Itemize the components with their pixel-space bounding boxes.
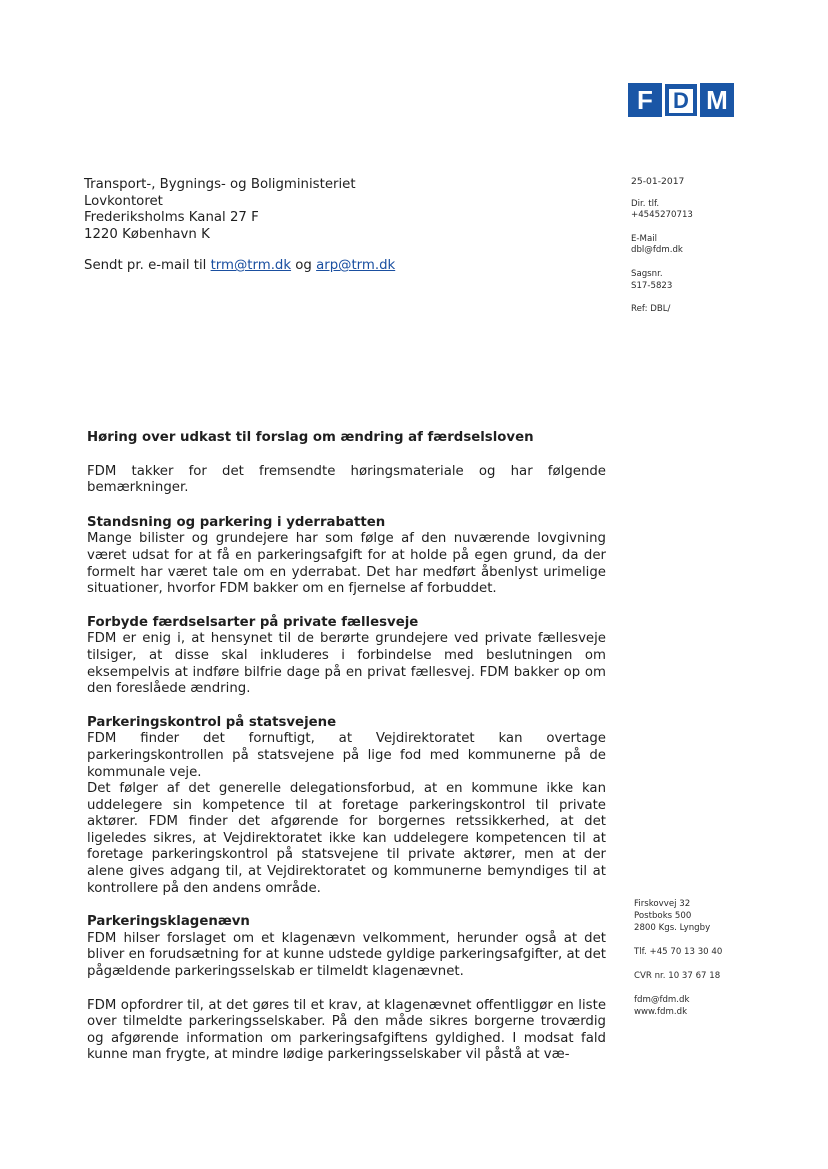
recipient-line: Frederiksholms Kanal 27 F <box>84 210 259 226</box>
sender-email <box>631 234 693 257</box>
section-paragraph: Mange bilister og grundejere har som følge af den nuværende lovgivning været udsat for at få en parkeringsafgift for at holde på egen grund, da der formelt har været tale om en yderrabat. Det har medført åbenlyst urimelige situationer, hvorfor FDM bakker om en fjernelse af forbuddet. <box>87 531 606 597</box>
section-paragraph: FDM finder det fornuftigt, at Vejdirektoratet kan overtage parkeringskontrollen på statsvejene på lige fod med kommunerne på de kommunale veje. <box>87 731 606 780</box>
section-heading: Parkeringsklagenævn <box>87 914 250 930</box>
letter-meta <box>631 176 693 316</box>
logo-letter-f: F <box>628 83 662 117</box>
section-parkeringskontrol <box>87 715 606 898</box>
logo-letter-d: D <box>669 89 693 113</box>
sender-phone: Tlf. +45 70 13 30 40 <box>634 947 723 957</box>
address-box: Postboks 500 <box>634 911 692 921</box>
letter-title: Høring over udkast til forslag om ændring af færdselsloven <box>87 430 534 445</box>
logo-letter-d-tile <box>665 84 697 116</box>
address-street: Firskovvej 32 <box>634 899 691 909</box>
section-faellesveje <box>87 615 606 698</box>
letter-date: 25-01-2017 <box>631 176 685 187</box>
section-paragraph: FDM opfordrer til, at det gøres til et krav, at klagenævnet offentliggør en liste over tilmeldte parkeringsselskaber. På den måde sikres borgerne troværdig og afgørende information om parkeringsafgiftens gyldighed. I modsat fald kunne man frygte, at mindre lødige parkeringsselskaber vil påstå at væ- <box>87 997 606 1063</box>
recipient-address <box>84 177 356 243</box>
sender-web <box>634 994 722 1018</box>
intro-paragraph: FDM takker for det fremsendte høringsmateriale og har følgende bemærkninger. <box>87 463 606 496</box>
case-number-label: Sagsnr. <box>631 268 663 279</box>
sender-email-label: E-Mail <box>631 233 657 244</box>
section-klagenaevn <box>87 914 606 1064</box>
section-heading: Standsning og parkering i yderrabatten <box>87 514 386 530</box>
case-number-value: S17-5823 <box>631 280 673 291</box>
recipient-line: 1220 København K <box>84 226 210 242</box>
sender-footer-email: fdm@fdm.dk <box>634 995 690 1005</box>
letter-body <box>87 430 606 1064</box>
sender-cvr: CVR nr. 10 37 67 18 <box>634 971 721 981</box>
section-paragraph: Det følger af det generelle delegationsforbud, at en kommune ikke kan uddelegere sin kompetence til at foretage parkeringskontrol til private aktører. FDM finder det afgørende for borgernes retssikkerhed, at det ligeledes sikres, at Vejdirektoratet ikke kan uddelegere kompetencen til at foretage parkeringskontrol på statsvejene til private aktører, men at der alene gives adgang til, at Vejdirektoratet og kommunerne bemyndiges til at kontrollere på den andens område. <box>87 781 606 896</box>
logo-letter-m: M <box>700 83 734 117</box>
sender-email-value: dbl@fdm.dk <box>631 245 683 256</box>
section-heading: Parkeringskontrol på statsvejene <box>87 714 337 730</box>
email-link-arp[interactable]: arp@trm.dk <box>316 258 396 273</box>
recipient-line: Lovkontoret <box>84 193 163 209</box>
section-yderrabat <box>87 515 606 598</box>
case-number <box>631 269 693 292</box>
section-paragraph: FDM hilser forslaget om et klagenævn velkomment, herunder også at det bliver en forudsætning for at kunne udstede gyldige parkeringsafgifter, at det pågældende parkeringsselskab er tilmeldt klagenævnet. <box>87 930 606 980</box>
reference: Ref: DBL/ <box>631 304 671 315</box>
section-heading: Forbyde færdselsarter på private fællesveje <box>87 614 419 630</box>
address-city: 2800 Kgs. Lyngby <box>634 923 711 933</box>
sender-address <box>634 898 722 934</box>
sender-contact <box>634 898 722 1018</box>
fdm-logo <box>628 83 734 117</box>
direct-phone <box>631 199 693 222</box>
sent-prefix: Sendt pr. e-mail til <box>84 258 211 273</box>
direct-phone-value: +4545270713 <box>631 210 693 221</box>
section-paragraph: FDM er enig i, at hensynet til de berørte grundejere ved private fællesveje tilsiger, at disse skal inkluderes i forbindelse med beslutningen om eksempelvis at indføre bilfrie dage på en privat fællesvej. FDM bakker op om den foreslåede ændring. <box>87 631 606 697</box>
direct-phone-label: Dir. tlf. <box>631 198 660 209</box>
sent-mid: og <box>291 258 317 273</box>
sent-by-email-line <box>84 258 395 273</box>
recipient-line: Transport-, Bygnings- og Boligministeriet <box>84 177 356 192</box>
email-link-trm[interactable]: trm@trm.dk <box>210 258 292 273</box>
sender-website: www.fdm.dk <box>634 1007 688 1017</box>
